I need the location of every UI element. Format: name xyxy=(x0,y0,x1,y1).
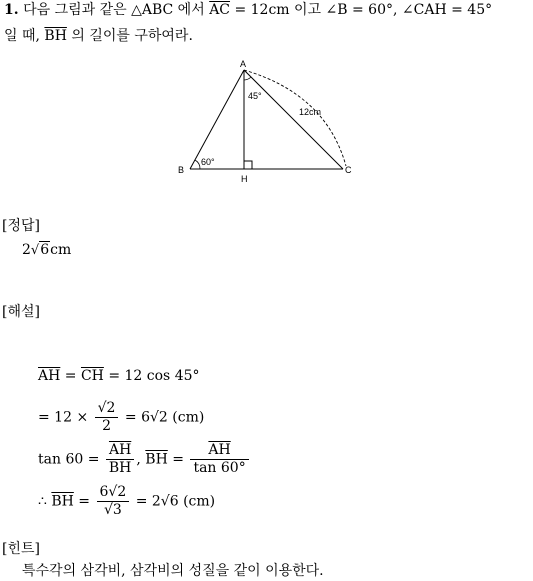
angle-label-cah: 45° xyxy=(248,91,262,101)
s3-eq: = xyxy=(167,451,189,468)
triangle-diagram xyxy=(176,54,356,186)
sqrt-symbol: √ xyxy=(30,243,40,258)
answer-radicand: 6 xyxy=(40,242,50,258)
answer-sqrt xyxy=(31,242,50,260)
s3-den2: tan 60° xyxy=(193,459,246,476)
segment-ac: $\overline{AC}$ xyxy=(209,2,231,18)
side-ac xyxy=(244,70,343,169)
problem-text-1a: 다음 그림과 같은 △ABC 에서 xyxy=(23,2,205,18)
s2-num: √2 xyxy=(95,400,119,418)
s4-fraction xyxy=(97,484,130,519)
answer-value xyxy=(22,242,71,260)
problem-line-1 xyxy=(4,2,492,20)
s2-a: = 12 × xyxy=(38,409,93,426)
s4-den: √3 xyxy=(103,501,122,518)
segment-bh: $\overline{BH}$ xyxy=(44,28,67,44)
s1-seg-ah: $\overline{AH}$ xyxy=(38,368,61,384)
answer-unit: cm xyxy=(50,242,72,258)
angle-label-b: 60° xyxy=(201,157,215,167)
right-angle-mark xyxy=(244,161,252,169)
solution-step-1 xyxy=(38,368,200,386)
solution-step-2 xyxy=(38,400,204,435)
answer-label: [정답] xyxy=(2,218,40,234)
vertex-label-c: C xyxy=(345,165,352,175)
s1-rest: = 12 cos 45° xyxy=(103,368,200,384)
s2-fraction xyxy=(95,400,119,435)
s3-comma: , xyxy=(136,451,146,468)
hint-label: [힌트] xyxy=(2,541,40,557)
s3-num1: $\overline{AH}$ xyxy=(106,442,135,460)
s1-eq: = xyxy=(60,368,81,384)
hint-text: 특수각의 삼각비, 삼각비의 성질을 같이 이용한다. xyxy=(22,563,324,579)
problem-line-2 xyxy=(4,28,193,46)
vertex-label-b: B xyxy=(178,165,185,175)
s2-den: 2 xyxy=(102,417,112,434)
s3-fraction-1 xyxy=(106,442,135,477)
s4-b: = 2√6 (cm) xyxy=(131,493,216,510)
s3-fraction-2 xyxy=(190,442,248,477)
problem-number: 1. xyxy=(4,2,19,18)
solution-step-4 xyxy=(38,484,215,519)
problem-text-1b: = 12cm 이고 ∠B = 60°, ∠CAH = 45° xyxy=(234,2,493,18)
s2-b: = 6√2 (cm) xyxy=(120,409,205,426)
s4-seg: $\overline{BH}$ xyxy=(51,493,74,510)
s4-a: ∴ xyxy=(38,493,52,510)
vertex-label-a: A xyxy=(240,59,247,69)
s3-a: tan 60 = xyxy=(38,451,104,468)
problem-text-2a: 일 때, xyxy=(4,28,40,44)
s4-eq: = xyxy=(73,493,95,510)
s1-seg-ch: $\overline{CH}$ xyxy=(80,368,104,384)
s3-seg: $\overline{BH}$ xyxy=(145,451,168,468)
vertex-label-h: H xyxy=(241,174,248,184)
s3-den1: BH xyxy=(108,459,132,476)
s3-num2: $\overline{AH}$ xyxy=(190,442,248,460)
s4-num: 6√2 xyxy=(97,484,130,502)
side-ab xyxy=(190,70,244,169)
angle-arc-b xyxy=(195,160,200,169)
angle-arc-a xyxy=(244,77,251,80)
triangle-figure xyxy=(176,54,356,186)
answer-coef: 2 xyxy=(22,242,31,258)
length-label-ac: 12cm xyxy=(299,107,322,117)
solution-label: [해설] xyxy=(2,304,40,320)
solution-step-3 xyxy=(38,442,251,477)
length-arc-ac xyxy=(244,70,346,166)
problem-text-2b: 의 길이를 구하여라. xyxy=(71,28,193,44)
